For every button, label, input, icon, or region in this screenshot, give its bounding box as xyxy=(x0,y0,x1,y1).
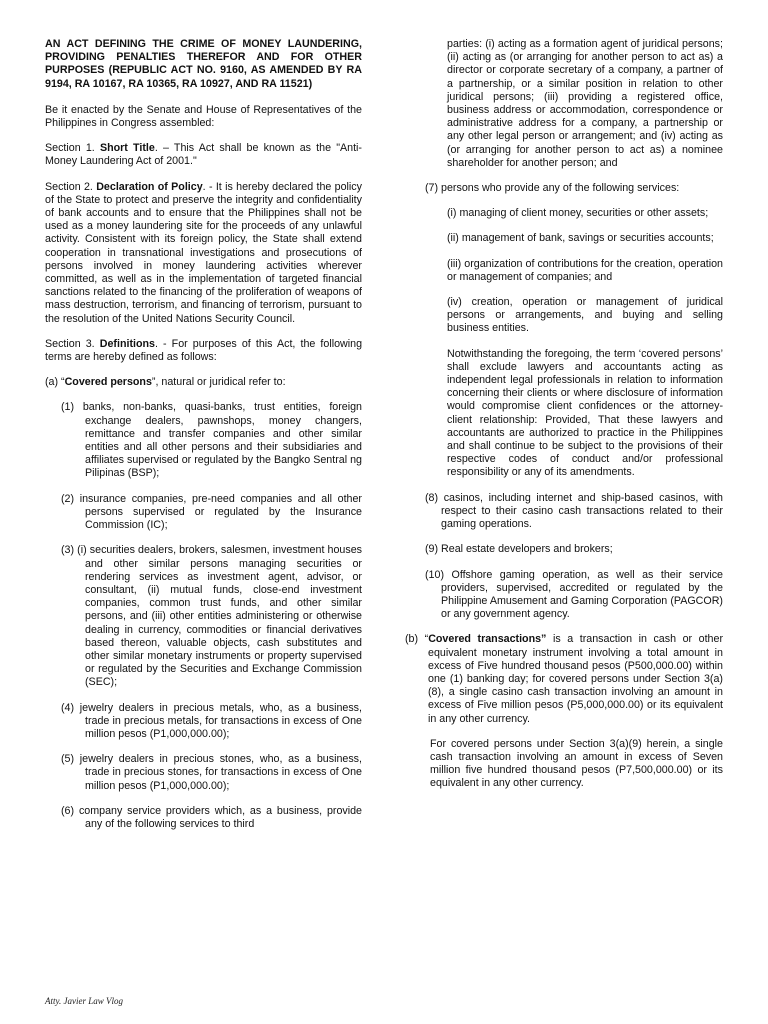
list-item-8: (8) casinos, including internet and ship-based casinos, with respect to their casino cash transactions related to their gaming operations. xyxy=(425,491,723,531)
section-2: Section 2. Declaration of Policy. - It is hereby declared the policy of the State to protect and preserve the integrity and confidentiality of bank accounts and to ensure that the Philippines shall not be used as a money laundering site for the proceeds of any unlawful activity. Consistent with its foreign policy, the State shall extend cooperation in transnational investigations and prosecutions of persons involved in money laundering activities wherever committed, as well as in the implementation of targeted financial sanctions related to the financing of the proliferation of weapons of mass destruction, terrorism, and financing of terrorism, pursuant to the resolution of the United Nations Security Council. xyxy=(45,180,362,325)
left-column xyxy=(45,38,362,843)
definition-a-term: Covered persons xyxy=(64,376,152,389)
list-item-1: (1) banks, non-banks, quasi-banks, trust entities, foreign exchange dealers, pawnshops, money changers, remittance and transfer companies and other similar entities and all other persons and their subsidiaries and affiliates supervised or regulated by the Bangko Sentral ng Pilipinas (BSP); xyxy=(61,401,362,480)
list-item-2: (2) insurance companies, pre-need companies and all other persons supervised or regulated by the Insurance Commission (IC); xyxy=(61,492,362,532)
section-3-heading: Definitions xyxy=(99,337,155,350)
list-item-7: (7) persons who provide any of the following services: xyxy=(425,182,680,195)
list-item-3: (3) (i) securities dealers, brokers, salesmen, investment houses and other similar persons managing securities or rendering services as investment agent, advisor, or consultant, (ii) mutual funds, close-end investment companies, common trust funds, and other similar persons, and (iii) other entities administering or otherwise dealing in currency, commodities or financial derivatives based thereon, valuable objects, cash substitutes and other similar monetary instruments or property supervised or regulated by the Securities and Exchange Commission (SEC); xyxy=(61,544,362,689)
enacting-clause: Be it enacted by the Senate and House of Representatives of the Philippines in Congress assembled: xyxy=(45,103,362,130)
list-item-6-continued: parties: (i) acting as a formation agent of juridical persons; (ii) acting as (or arranging for another person to act as) a director or corporate secretary of a company, a partner of a partnership, or a similar position in relation to other juridical persons; (iii) providing a registered office, business address or accommodation, correspondence or administrative address for a company, a partnership or any other legal person or arrangement; and (iv) acting as (or arranging for another person to act as) a nominee shareholder for another person; and xyxy=(447,38,723,169)
right-column xyxy=(407,38,723,803)
definition-b-para-2: For covered persons under Section 3(a)(9) herein, a single cash transaction involving an amount in excess of Seven million five hundred thousand pesos (P7,500,000.00) or its equivalent in any other currency. xyxy=(430,737,723,790)
list-item-9: (9) Real estate developers and brokers; xyxy=(425,543,613,556)
list-item-7-i: (i) managing of client money, securities or other assets; xyxy=(447,207,709,220)
list-item-7-note: Notwithstanding the foregoing, the term ‘covered persons’ shall exclude lawyers and accountants acting as independent legal professionals in relation to information concerning their clients or where disclosure of information would compromise client confidences or the attorney-client relationship: Provided, That these lawyers and accountants are authorized to practice in the Philippines and shall continue to be subject to the provisions of their respective codes of conduct and/or professional responsibility or any of its amendments. xyxy=(447,347,723,479)
list-item-10: (10) Offshore gaming operation, as well as their service providers, supervised, accredited or regulated by the Philippine Amusement and Gaming Corporation (PAGCOR) or any government agency. xyxy=(425,568,723,621)
footer-credit: Atty. Javier Law Vlog xyxy=(45,996,123,1006)
section-1-heading: Short Title xyxy=(99,142,155,155)
section-1: Section 1. Short Title. – This Act shall be known as the "Anti-Money Laundering Act of 2001." xyxy=(45,142,362,168)
list-item-4: (4) jewelry dealers in precious metals, who, as a business, trade in precious metals, for transactions in excess of One million pesos (P1,000,000.00); xyxy=(61,701,362,740)
definition-a: (a) “Covered persons”, natural or juridical refer to: xyxy=(45,376,286,389)
list-item-7-ii: (ii) management of bank, savings or securities accounts; xyxy=(447,232,714,245)
list-item-5: (5) jewelry dealers in precious stones, who, as a business, trade in precious stones, for transactions in excess of One million pesos (P1,000,000.00); xyxy=(61,753,362,792)
act-title: AN ACT DEFINING THE CRIME OF MONEY LAUNDERING, PROVIDING PENALTIES THEREFOR AND FOR OTHER PURPOSES (REPUBLIC ACT NO. 9160, AS AMENDED BY RA 9194, RA 10167, RA 10365, RA 10927, AND RA 11521) xyxy=(45,38,362,90)
list-item-7-iii: (iii) organization of contributions for the creation, operation or management of companies; and xyxy=(447,257,723,283)
section-2-heading: Declaration of Policy xyxy=(96,180,203,193)
definition-b-term: Covered transactions” xyxy=(428,633,547,646)
section-3: Section 3. Definitions. - For purposes of this Act, the following terms are hereby defined as follows: xyxy=(45,337,363,364)
definition-b: (b) “Covered transactions” is a transaction in cash or other equivalent monetary instrument involving a total amount in excess of Five hundred thousand pesos (P500,000.00) within one (1) banking day; for covered persons under Section 3(a)(8), a single casino cash transaction involving an amount in excess of Five million pesos (P5,000,000.00) or its equivalent in any other currency. xyxy=(405,633,723,725)
list-item-6: (6) company service providers which, as a business, provide any of the following services to third xyxy=(61,804,362,830)
list-item-7-iv: (iv) creation, operation or management of juridical persons or arrangements, and buying and selling business entities. xyxy=(447,296,723,335)
